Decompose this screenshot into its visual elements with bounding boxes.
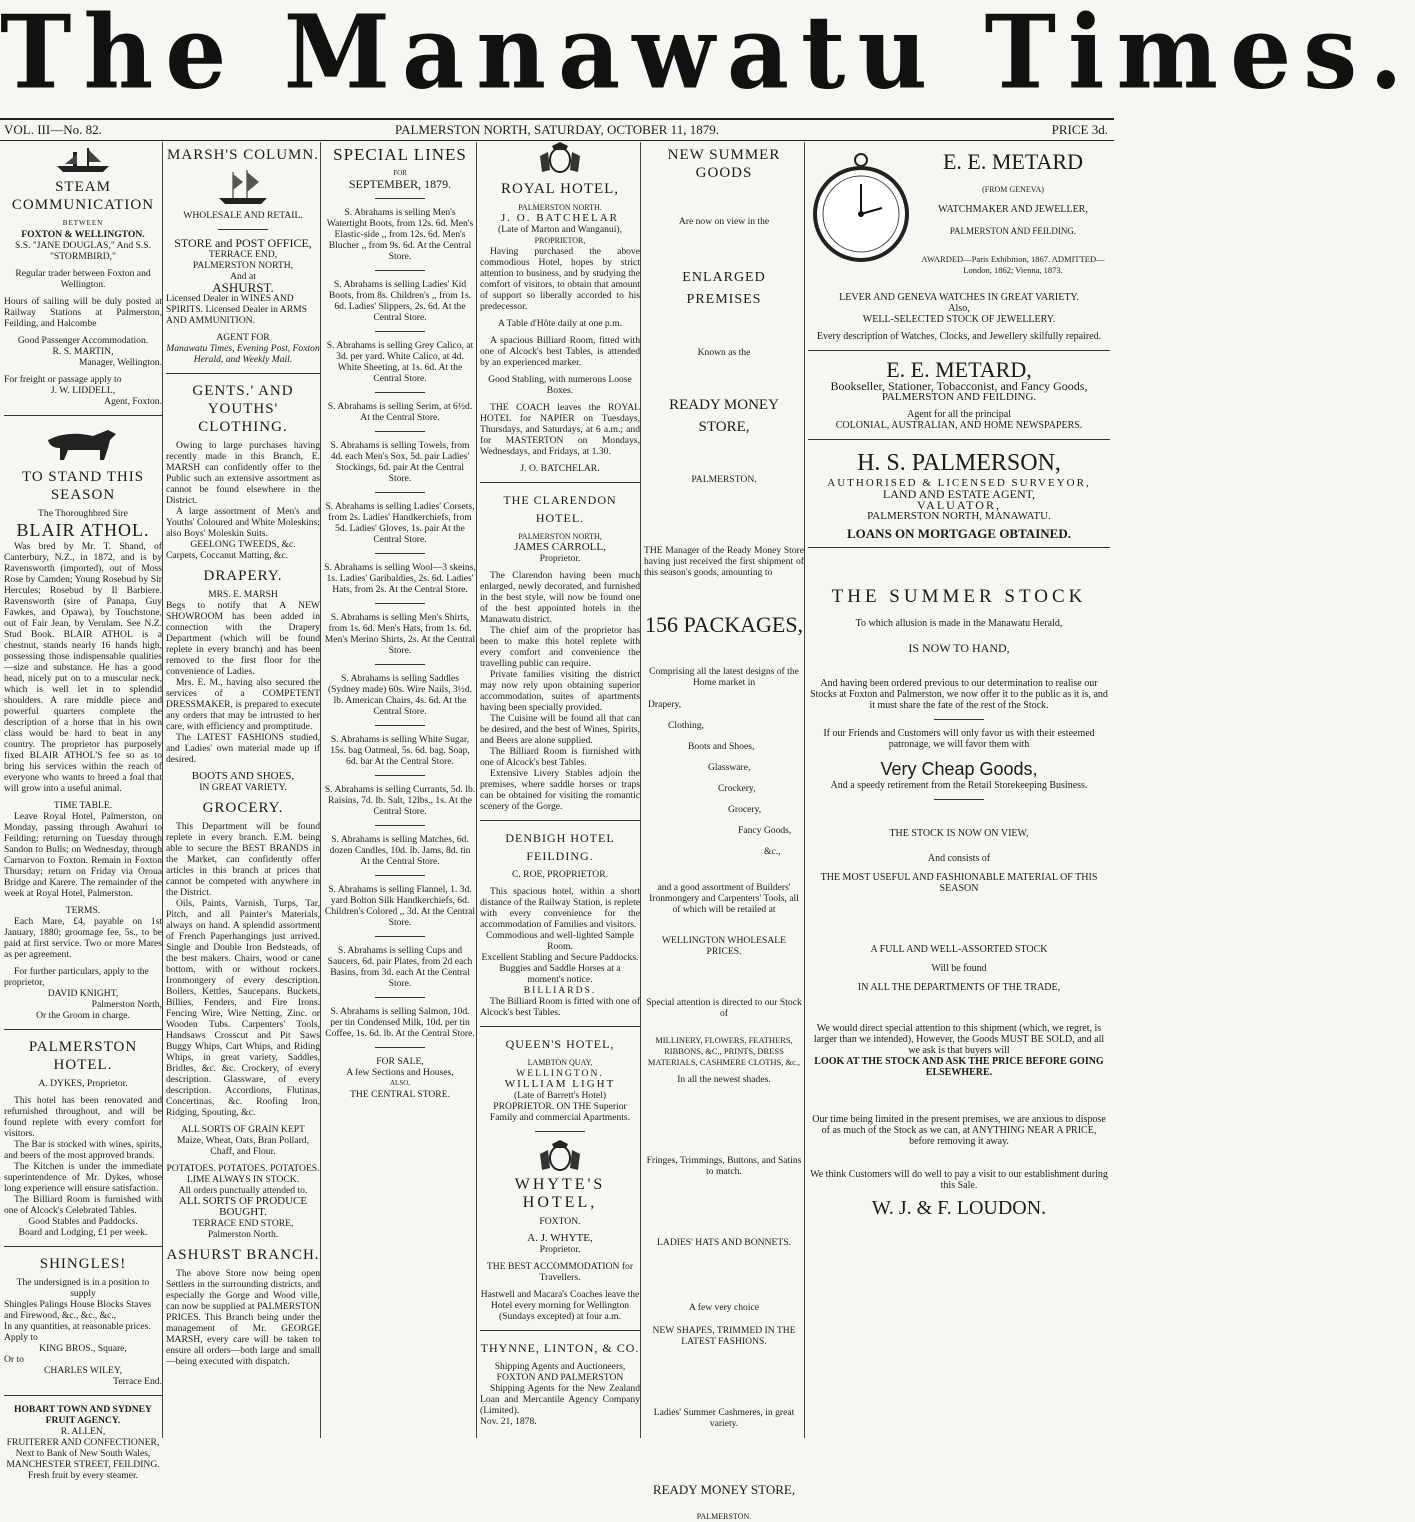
denbigh-text-3: Excellent Stabling and Secure Paddocks. <box>481 952 639 963</box>
sailing-hours: Hours of sailing will be duly posted at Railway Stations at Palmerston, Feilding, and Halcombe <box>4 296 162 329</box>
dateline <box>0 118 1114 141</box>
whyte-heading: WHYTE'S HOTEL, <box>514 1176 606 1211</box>
denbigh-text-2: Commodious and well-lighted Sample Room. <box>486 930 634 952</box>
for-sale-text: A few Sections and Houses, <box>346 1067 454 1078</box>
stock-on-view: THE STOCK IS NOW ON VIEW, <box>889 828 1029 839</box>
summer-goods-heading: NEW SUMMER GOODS <box>667 147 781 181</box>
accommodation: Good Passenger Accommodation. <box>17 335 149 346</box>
clarendon-text: The Clarendon having been much enlarged, newly decorated, and furnished in the best style, will now be found one of the best appointed hotels in the Manawatu district. <box>480 570 640 625</box>
jewellery: WELL-SELECTED STOCK OF JEWELLERY. <box>862 314 1056 325</box>
palm-text-2: The Bar is stocked with wines, spirits, and beers of the most approved brands. <box>4 1139 162 1161</box>
groom-text: Or the Groom in charge. <box>36 1010 130 1021</box>
steamship-icon <box>53 144 113 174</box>
column-3 <box>324 142 477 1438</box>
batchelar-late: (Late of Marton and Wanganui), <box>498 224 622 235</box>
allen-name: R. ALLEN, <box>60 1426 106 1437</box>
wholesale: WHOLESALE AND RETAIL. <box>183 210 303 221</box>
martin-title: Manager, Wellington. <box>78 357 162 368</box>
newspaper-title: The Manawatu Times. <box>0 0 1415 112</box>
drapery-text: Begs to notify that A NEW SHOWROOM has been added in connection with the Drapery Department (which will be found replete in every branch) and has been removed to the first floor for the convenience of Ladies. <box>166 600 320 677</box>
on-view: Are now on view in the <box>678 216 770 227</box>
repairs: Every description of Watches, Clocks, and Jewellery skilfully repaired. <box>816 331 1102 342</box>
having-text: And having been ordered previous to our determination to realise our Stocks at Foxton and Palmerston, we now offer it to the public as it is, and it must share the fate of the rest of the Stock. <box>810 678 1108 711</box>
pocket-watch-icon <box>812 152 910 272</box>
issue-date: PALMERSTON NORTH, SATURDAY, OCTOBER 11, 1879. <box>395 122 719 137</box>
palmerston-hotel-heading: PALMERSTON HOTEL. <box>28 1039 138 1073</box>
surveyor: AUTHORISED & LICENSED SURVEYOR, <box>827 477 1091 489</box>
geneva: (FROM GENEVA) <box>982 185 1044 194</box>
allusion: To which allusion is made in the Manawatu Herald, <box>855 618 1063 629</box>
clarendon-text-3: Private families visiting the district may now rely upon obtaining superior accommodation, suites of apartments having been specially provided. <box>480 669 640 713</box>
also: Also, <box>948 303 970 314</box>
coach-text: THE COACH leaves the ROYAL HOTEL for NAPIER on Tuesdays, Thursdays, and Saturdays, at 6 a.m.; and for MASTERTON on Mondays, Wednesdays, and Fridays, at 1.30. <box>480 402 640 457</box>
knight-place: Palmerston North, <box>91 999 162 1010</box>
land-agent: LAND AND ESTATE AGENT, <box>882 487 1036 501</box>
visit-text: We think Customers will do well to pay a visit to our establishment during this Sale. <box>810 1169 1108 1191</box>
useful-material: THE MOST USEFUL AND FASHIONABLE MATERIAL OF THIS SEASON <box>820 872 1098 894</box>
wiley-place: Terrace End. <box>113 1376 162 1387</box>
ladies-hats: LADIES' HATS AND BONNETS. <box>657 1237 791 1248</box>
fringes: Fringes, Trimmings, Buttons, and Satins to match. <box>646 1155 802 1177</box>
palm-text-6: Board and Lodging, £1 per week. <box>18 1227 148 1238</box>
mrs-marsh: MRS. E. MARSH <box>208 589 278 600</box>
metard-place-2: PALMERSTON AND FEILDING. <box>881 391 1037 403</box>
time-table-heading: TIME TABLE. <box>53 800 113 811</box>
regular-trader: Regular trader between Foxton and Wellington. <box>15 268 151 290</box>
carpets: Carpets, Coccanut Matting, &c. <box>166 550 289 561</box>
ready-place: PALMERSTON. <box>691 474 757 485</box>
goods-item: Boots and Shoes, <box>688 741 755 752</box>
abrahams-ad: S. Abrahams is selling Salmon, 10d. per tin Condensed Milk, 10d. per tin Coffee, 1s. 6d. lb. At the Central Store. <box>325 1006 475 1039</box>
volume-number: VOL. III—No. 82. <box>4 122 102 137</box>
steam-between: BETWEEN <box>62 219 104 227</box>
abrahams-ad: S. Abrahams is selling Ladies' Kid Boots, from 8s. Children's ,, from 1s. 6d. Ladies' Slippers, 2s. 6d. At the Central Store. <box>328 279 472 323</box>
ready-money-store-2: READY MONEY STORE, <box>652 1482 796 1497</box>
agent-text: Manawatu Times, Evening Post, Foxton Herald, and Weekly Mail. <box>166 343 320 365</box>
now-to-hand: IS NOW TO HAND, <box>908 641 1010 655</box>
goods-item: Grocery, <box>728 804 762 815</box>
shingles-heading: SHINGLES! <box>39 1256 127 1272</box>
cheap-goods: Very Cheap Goods, <box>880 759 1038 779</box>
masthead <box>0 0 1415 118</box>
grain-heading: ALL SORTS OF GRAIN KEPT <box>181 1124 305 1135</box>
terms-text: Each Mare, £4, payable on 1st January, 1880; groomage fee, 5s., to be paid at first service. Two or more Mares as per agreement. <box>4 916 162 960</box>
thynne-date: Nov. 21, 1878. <box>480 1416 537 1427</box>
wiley-name: CHARLES WILEY, <box>44 1365 122 1376</box>
batchelar-name: J. O. BATCHELAR <box>500 212 619 224</box>
shingles-text: The undersigned is in a position to supply <box>16 1277 150 1299</box>
whyte-place: FOXTON. <box>539 1216 581 1227</box>
ironmongery-text: Oils, Paints, Varnish, Turps, Tar, Pitch, and all Painter's Materials, always on hand. A splendid assortment of French Paperhangings just arrived. Single and Double Iron Bedsteads, of the best makers. Chairs, wood or cane bottom, with or without rockers. Ironmongery of every description. Boilers, Kettles, Saucepans. Buckets, Billies, Fenders, and Fire Irons. Fencing Wire, Wire Netting, Zinc. or Wooden Tubs. Carpenters' Tools, Handsaws Crosscut and Pit Saws Buggy Whips, Cart Whips, and Riding Whips, in great variety, Saddles, Bridles, &c. &c. Crockery, of every description. Glassware, of every description. Accordions, Flutinas, Concertinas, &c. Roofing Iron, Ridging, Spouting, &c. <box>166 898 320 1118</box>
grocery-text: This Department will be found replete in every branch. E.M. being able to secure the BEST BRANDS in the Market, can confidently offer articles in this branch at prices that cannot be competed with anywhere in the District. <box>166 821 320 898</box>
goods-item: Clothing, <box>668 720 704 731</box>
ashurst-branch-heading: ASHURST BRANCH. <box>166 1247 320 1263</box>
known-as: Known as the <box>697 347 751 358</box>
royal-place: PALMERSTON NORTH. <box>518 203 602 212</box>
batchelar-prop: PROPRIETOR, <box>534 236 586 245</box>
time-table-text: Leave Royal Hotel, Palmerston, on Monday, passing through Awahuri to Feilding; returning on Tuesday through Sandon to Bulls; on Wednesday, through Carnarvon to Foxton. Remain in Foxton Thursday; return on Friday via Oroua Bridge and Karere. The remainder of the week at Royal Hotel, Palmerston. <box>4 811 162 899</box>
hobart-heading: HOBART TOWN AND SYDNEY FRUIT AGENCY. <box>13 1404 152 1426</box>
clarendon-heading: THE CLARENDON HOTEL. <box>503 493 617 525</box>
column-5 <box>644 142 805 1521</box>
king-bros: KING BROS., Square, <box>39 1343 127 1354</box>
lambton-quay: LAMBTON QUAY, <box>527 1058 593 1067</box>
palmerson-place: PALMERSTON NORTH, MANAWATU. <box>867 510 1051 522</box>
royal-billiard: A spacious Billiard Room, fitted with one of Alcock's best Tables, is attended by an experienced marker. <box>480 335 640 368</box>
dykes-proprietor: A. DYKES, Proprietor. <box>38 1078 128 1089</box>
denbigh-text: This spacious hotel, within a short distance of the Railway Station, is replete with every convenience for the accommodation of Families and visitors. <box>480 886 640 930</box>
thynne-sub: Shipping Agents and Auctioneers, <box>494 1361 626 1372</box>
abrahams-ad: S. Abrahams is selling Ladies' Corsets, from 2s. Ladies' Handkerchiefs, from 5d. Ladies' Gloves, 1s. pair At the Central Store. <box>325 501 475 545</box>
coaches-text: Hastwell and Macara's Coaches leave the Hotel every morning for Wellington (Sundays excepted) at four a.m. <box>480 1289 640 1322</box>
thoroughbred: The Thoroughbred Sire <box>38 508 128 519</box>
produce: ALL SORTS OF PRODUCE BOUGHT. <box>178 1195 308 1218</box>
central-store: THE CENTRAL STORE. <box>350 1089 450 1100</box>
newspaper-agent: Agent for all the principal <box>907 409 1011 420</box>
light-text: PROPRIETOR. ON THE Superior Family and commercial Apartments. <box>489 1101 631 1123</box>
abrahams-ad: S. Abrahams is selling Saddles (Sydney made) 60s. Wire Nails, 3½d. lb. American Chairs, 4s. 6d. At the Central Store. <box>327 673 473 717</box>
clarendon-text-4: The Cuisine will be found all that can be desired, and the best of Wines, Spirits, and Beers are alone supplied. <box>480 713 640 746</box>
best-accommodation: THE BEST ACCOMMODATION for Travellers. <box>486 1261 634 1283</box>
column-2 <box>166 142 321 1438</box>
knight-name: DAVID KNIGHT, <box>47 988 119 999</box>
cashmeres: Ladies' Summer Cashmeres, in great variety. <box>653 1407 795 1429</box>
royal-stabling: Good Stabling, with numerous Loose Boxes. <box>488 374 632 396</box>
builders-text: and a good assortment of Builders' Ironmongery and Carpenters' Tools, all of which will be retailed at <box>649 882 799 915</box>
carroll-name: JAMES CARROLL, <box>514 541 606 553</box>
billiards-heading: BILLIARDS. <box>523 985 597 996</box>
bookseller: Bookseller, Stationer, Tobacconist, and Fancy Goods, <box>830 379 1088 393</box>
look-text: LOOK AT THE STOCK AND ASK THE PRICE BEFORE GOING ELSEWHERE. <box>814 1056 1104 1078</box>
martin-name: R. S. MARTIN, <box>52 346 114 357</box>
goods-item: Drapery, <box>648 699 682 710</box>
orders: All orders punctually attended to. <box>178 1185 308 1196</box>
loudon-signature: W. J. & F. LOUDON. <box>871 1197 1047 1219</box>
queens-heading: QUEEN'S HOTEL, <box>505 1037 615 1051</box>
roe-proprietor: C. ROE, PROPRIETOR. <box>511 869 609 880</box>
royal-text: Having purchased the above commodious Hotel, hopes by strict attention to business, and by studying the comfort of visitors, to obtain that amount of support so liberally accorded to his predecessor. <box>480 246 640 312</box>
sailing-ship-icon <box>213 168 273 208</box>
metard-place: PALMERSTON AND FEILDING. <box>949 226 1077 236</box>
thynne-heading: THYNNE, LINTON, & CO. <box>480 1341 640 1355</box>
lever-watches: LEVER AND GENEVA WATCHES IN GREAT VARIETY. <box>839 292 1079 303</box>
boots-sub: IN GREAT VARIETY. <box>199 782 287 793</box>
manager-text: THE Manager of the Ready Money Store having just received the first shipment of this season's goods, amounting to <box>644 545 804 578</box>
abrahams-ad: S. Abrahams is selling Cups and Saucers, 6d. pair Plates, from 2d each Basins, from 3d. each At the Central Store. <box>327 945 473 989</box>
drapery-text-2: Mrs. E. M., having also secured the services of a COMPETENT DRESSMAKER, is prepared to execute any orders that may be intrusted to her care, with efficiency and promptitude. <box>166 677 320 732</box>
wholesale-prices: WELLINGTON WHOLESALE PRICES. <box>661 935 787 957</box>
goods-item: Fancy Goods, <box>738 825 792 836</box>
abrahams-ad: S. Abrahams is selling Grey Calico, at 3d. per yard. White Calico, at 4d. White Sheeting, at 1s. 6d. At the Central Store. <box>326 340 474 384</box>
summer-stock-heading: THE SUMMER STOCK <box>831 586 1087 607</box>
goods-item: Glassware, <box>708 762 751 773</box>
terms-heading: TERMS. <box>65 905 101 916</box>
abrahams-ad: S. Abrahams is selling Serim, at 6½d. At the Central Store. <box>327 401 473 423</box>
comprising-text: Comprising all the latest designs of the Home market in <box>649 666 799 688</box>
month: SEPTEMBER, 1879. <box>348 177 452 191</box>
thynne-place: FOXTON AND PALMERSTON <box>496 1372 624 1383</box>
liddell-name: J. W. LIDDELL, <box>50 385 116 396</box>
abrahams-ad: S. Abrahams is selling Currants, 5d. lb. Raisins, 7d. lb. Salt, 12lbs., 1s. At the Central Store. <box>324 784 476 817</box>
steam-route: FOXTON & WELLINGTON. <box>21 229 145 240</box>
horse-name: BLAIR ATHOL. <box>16 520 150 540</box>
palm-text-4: The Billiard Room is furnished with one of Alcock's Celebrated Tables. <box>4 1194 162 1216</box>
stand-heading: TO STAND THIS SEASON <box>21 469 145 503</box>
abrahams-ad: S. Abrahams is selling Wool—3 skeins, 1s. Ladies' Garibaldies, 2s. 6d. Ladies' Hats, from 2s. At the Central Store. <box>324 562 476 595</box>
abrahams-ad: S. Abrahams is selling Matches, 6d. dozen Candles, 10d. lb. Jams, 8d. tin At the Central Store. <box>329 834 471 867</box>
table-dhote: A Table d'Hôte daily at one p.m. <box>498 318 622 329</box>
denbigh-text-4: Buggies and Saddle Horses at a moment's notice. <box>499 963 621 985</box>
ashurst-branch-text: The above Store now being open Settlers in the surrounding districts, and especially the Gorge and Wood ville, can now be supplied at PALMERSTON PRICES. This Branch being under the management of Mr. GEORGE MARSH, every care will be taken to ensure all orders—both large and small—being executed with dispatch. <box>166 1268 320 1367</box>
gents-text-2: A large assortment of Men's and Youths' Coloured and White Moleskins; also Boys' Moleskin Suits. <box>166 506 320 539</box>
column-1 <box>4 142 163 1481</box>
gents-heading: GENTS.' AND YOUTHS' CLOTHING. <box>192 383 294 435</box>
speedy-retirement: And a speedy retirement from the Retail Storekeeping Business. <box>830 780 1088 791</box>
new-shapes: NEW SHAPES, TRIMMED IN THE LATEST FASHIONS. <box>652 1325 796 1347</box>
palm-text-1: This hotel has been renovated and refurnished throughout, and will be found replete with every comfort for visitors. <box>4 1095 162 1139</box>
awarded: AWARDED—Paris Exhibition, 1867. ADMITTED—London, 1862; Vienna, 1873. <box>921 254 1105 275</box>
drapery-heading: DRAPERY. <box>203 568 283 584</box>
and-at: And at <box>230 271 256 282</box>
goods-item: Crockery, <box>718 783 756 794</box>
shingles-quantities: In any quantities, at reasonable prices. Apply to <box>4 1321 151 1343</box>
friends-text: If our Friends and Customers will only favor us with their esteemed patronage, we will favor them with <box>823 728 1095 750</box>
agent-for: AGENT FOR <box>216 332 270 343</box>
store-post-office: STORE and POST OFFICE, <box>174 236 312 250</box>
metard-name: E. E. METARD <box>942 149 1083 174</box>
horse-icon <box>38 424 128 464</box>
few-choice: A few very choice <box>688 1302 760 1313</box>
or-text: Or to <box>4 1354 24 1365</box>
boots-heading: BOOTS AND SHOES, <box>191 770 295 782</box>
terrace-store: TERRACE END STORE, <box>192 1218 294 1229</box>
whyte-name: A. J. WHYTE, <box>527 1232 593 1244</box>
denbigh-heading: DENBIGH HOTEL FEILDING. <box>505 831 615 863</box>
enlarged-premises: ENLARGED PREMISES <box>682 270 766 307</box>
light-late: (Late of Barrett's Hotel) <box>513 1090 607 1101</box>
price: PRICE 3d. <box>1051 122 1108 137</box>
light-name: WILLIAM LIGHT <box>504 1078 616 1090</box>
billiards-text: The Billiard Room is fitted with one of Alcock's best Tables. <box>480 996 641 1018</box>
thynne-text: Shipping Agents for the New Zealand Loan and Mercantile Agency Company (Limited). <box>480 1383 640 1416</box>
metard-name-2: E. E. METARD, <box>886 357 1032 382</box>
terrace-end: TERRACE END, <box>208 249 278 260</box>
palmerson-name: H. S. PALMERSON, <box>857 450 1061 476</box>
newspapers: COLONIAL, AUSTRALIAN, AND HOME NEWSPAPERS. <box>835 420 1083 431</box>
carroll-title: Proprietor. <box>539 553 581 564</box>
royal-crest-icon <box>538 142 582 174</box>
fresh-fruit: Fresh fruit by every steamer. <box>27 1470 139 1481</box>
potatoes: POTATOES. POTATOES. POTATOES. <box>166 1163 320 1174</box>
column-6 <box>808 142 1110 1438</box>
grocery-heading: GROCERY. <box>202 800 284 816</box>
ready-place-2: PALMERSTON. <box>696 1512 752 1521</box>
metard-watch-ad <box>808 142 1110 292</box>
ready-money-store: READY MONEY STORE, <box>669 397 779 435</box>
lime: LIME ALWAYS IN STOCK. <box>186 1174 300 1185</box>
abrahams-ad: S. Abrahams is selling Towels, from 4d. each Men's Sox, 5d. pair Ladies' Stockings, 6d. pair At the Central Store. <box>330 440 470 484</box>
clarendon-place: PALMERSTON NORTH, <box>518 532 602 541</box>
terrace-place: Palmerston North. <box>207 1229 279 1240</box>
abrahams-ad: S. Abrahams is selling White Sugar, 15s. bag Oatmeal, 5s. 6d. bag. Soap, 6d. bar At the Central Store. <box>330 734 470 767</box>
licensed-dealer: Licensed Dealer in WINES AND SPIRITS. Licensed Dealer in ARMS AND AMMUNITION. <box>166 293 307 326</box>
freight-text: For freight or passage apply to <box>4 374 122 385</box>
clarendon-text-5: The Billiard Room is furnished with one of Alcock's best Tables. <box>480 746 640 768</box>
royal-hotel-heading: ROYAL HOTEL, <box>500 181 620 197</box>
clarendon-text-6: Extensive Livery Stables adjoin the premises, where saddle horses or traps can be obtained for visiting the romantic scenery of the Gorge. <box>480 768 640 812</box>
ashurst: ASHURST. <box>212 280 274 295</box>
will-be-found: Will be found <box>931 963 987 974</box>
batchelar-sign: J. O. BATCHELAR. <box>520 463 600 474</box>
full-stock: A FULL AND WELL-ASSORTED STOCK <box>870 944 1048 955</box>
palm-text-5: Good Stables and Paddocks. <box>28 1216 138 1227</box>
for-sale: FOR SALE, <box>376 1056 424 1067</box>
palm-text-3: The Kitchen is under the immediate superintendence of Mr. Dykes, whose long experience will ensure satisfaction. <box>4 1161 162 1194</box>
for-text: FOR <box>393 169 407 177</box>
abrahams-ad: S. Abrahams is selling Flannel, 1. 3d. yard Bolton Silk Handkerchiefs, 6d. Children's Colored ,, 3d. At the Central Store. <box>324 884 476 928</box>
watchmaker: WATCHMAKER AND JEWELLER, <box>938 204 1088 215</box>
gents-text: Owing to large purchases having recently made in this Branch, E. MARSH can confidently offer to the Public such an extensive assortment as cannot be found elsewhere in the District. <box>166 440 320 506</box>
also-text: ALSO, <box>389 1079 411 1087</box>
special-lines-heading: SPECIAL LINES <box>333 145 467 164</box>
whyte-crest-icon <box>538 1140 582 1172</box>
ship-names: S.S. "JANE DOUGLAS," And S.S. "STORMBIRD," <box>14 240 152 262</box>
marsh-heading: MARSH'S COLUMN. <box>167 147 319 163</box>
abrahams-ad: S. Abrahams is selling Men's Watertight Boots, from 12s. 6d. Men's Elastic-side ,, from 12s. 6d. Men's Blucher ,, from 9s. 6d. At the Central Store. <box>326 207 474 262</box>
packages: 156 PACKAGES, <box>644 612 804 637</box>
steam-heading: STEAM COMMUNICATION <box>11 179 155 213</box>
millinery: MILLINERY, FLOWERS, FEATHERS, RIBBONS, &C., PRINTS, DRESS MATERIALS, CASHMERE CLOTHS, &c., <box>647 1035 801 1067</box>
abrahams-ad: S. Abrahams is selling Men's Shirts, from 1s. 6d. Men's Hats, from 1s. 6d. Men's Merino Shirts, 2s. At the Central Store. <box>324 612 476 656</box>
loans: LOANS ON MORTGAGE OBTAINED. <box>847 526 1071 541</box>
horse-description: Was bred by Mr. T. Shand, of Canterbury, N.Z., in 1872, and is by Ravensworth (imported), out of Moss Rose by Camden; Young Rosebud by Sir Hercules; Rosebud by Il Barbiere. Ravensworth (sire of Panapa, Guy Fawkes, and Opawa), by Touchstone, out of Fair Jean, by Verulam. See N.Z. Stud Book. BLAIR ATHOL is a chestnut, stands nearly 16 hands high, possessing those indispensable qualities—size and substance. He has a good head, nicely put on to a muscular neck, which is well let in to splendid shoulders. A rare middle piece and powerful quarters complete the description of a horse that in his own class would be hard to beat in any country. The proprietor has purposely fixed BLAIR ATHOL'S fee so as to bring his services within the reach of everyone who wants to breed a foal that will grow into a useful animal. <box>4 541 162 794</box>
palmerston-north: PALMERSTON NORTH, <box>192 260 294 271</box>
shingles-items: Shingles Palings House Blocks Staves and Firewood, &c., &c., &c., <box>4 1299 152 1321</box>
consists: And consists of <box>927 853 991 864</box>
clarendon-text-2: The chief aim of the proprietor has been to make this hotel replete with every comfort and convenience the travelling public can require. <box>480 625 640 669</box>
wellington: WELLINGTON. <box>516 1068 604 1079</box>
drapery-text-3: The LATEST FASHIONS studied, and Ladies' own material made up if desired. <box>166 732 320 765</box>
departments: IN ALL THE DEPARTMENTS OF THE TRADE, <box>857 982 1061 993</box>
column-4 <box>480 142 641 1438</box>
shades: In all the newest shades. <box>677 1074 771 1085</box>
geelong: GEELONG TWEEDS, &c. <box>190 539 296 550</box>
goods-item: &c., <box>764 846 781 857</box>
whyte-title: Proprietor. <box>539 1244 581 1255</box>
time-text: Our time being limited in the present premises, we are anxious to dispose of as much of the Stock as we can, at ANYTHING NEAR A PRICE, before removing it away. <box>812 1114 1106 1147</box>
royal-hotel-header <box>480 142 640 176</box>
attention-text: Special attention is directed to our Stock of <box>646 997 802 1019</box>
allen-text: FRUITERER AND CONFECTIONER, Next to Bank of New South Wales, MANCHESTER STREET, FEILDING. <box>6 1437 160 1470</box>
valuator: VALUATOR, <box>917 498 1001 512</box>
further-text: For further particulars, apply to the proprietor, <box>4 966 149 988</box>
direct-text: We would direct special attention to this shipment (which, we regret, is larger than we intended), However, the Goods MUST BE SOLD, and all we ask is that buyers will <box>813 1023 1105 1056</box>
liddell-title: Agent, Foxton. <box>104 396 162 407</box>
grain-sub: Maize, Wheat, Oats, Bran Pollard, Chaff, and Flour. <box>177 1135 309 1157</box>
